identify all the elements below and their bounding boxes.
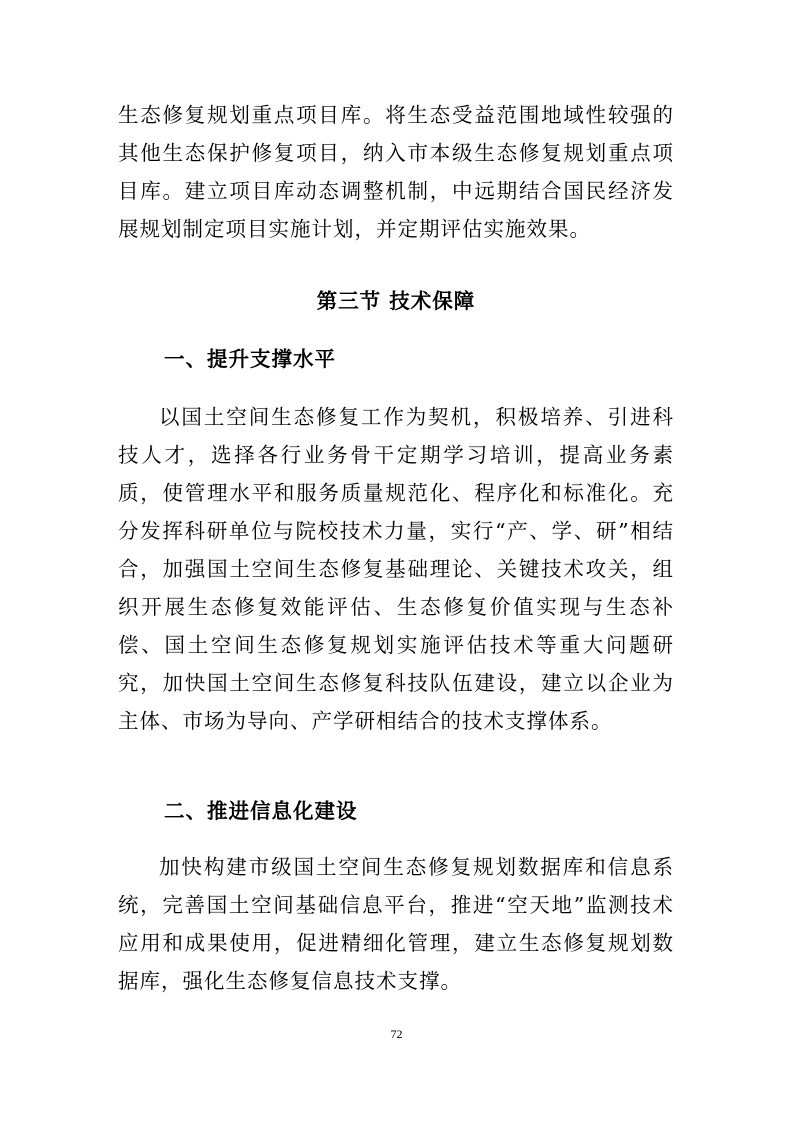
subheading-informatization: 二、推进信息化建设	[164, 799, 358, 823]
subheading-support-level: 一、提升支撑水平	[164, 347, 336, 371]
page-number: 72	[390, 1027, 403, 1041]
paragraph-project-library: 生态修复规划重点项目库。将生态受益范围地域性较强的其他生态保护修复项目，纳入市本级生态修复规划重点项目库。建立项目库动态调整机制，中远期结合国民经济发展规划制定项目实施计划，并定期评估实施效果。	[118, 103, 674, 241]
paragraph-support-level: 以国土空间生态修复工作为契机，积极培养、引进科技人才，选择各行业务骨干定期学习培训，提高业务素质，使管理水平和服务质量规范化、程序化和标准化。充分发挥科研单位与院校技术力量，实行“产、学、研”相结合，加强国土空间生态修复基础理论、关键技术攻关，组织开展生态修复效能评估、生态修复价值实现与生态补偿、国土空间生态修复规划实施评估技术等重大问题研究，加快国土空间生态修复科技队伍建设，建立以企业为主体、市场为导向、产学研相结合的技术支撑体系。	[118, 405, 674, 733]
section-title: 第三节 技术保障	[316, 289, 476, 313]
paragraph-informatization: 加快构建市级国土空间生态修复规划数据库和信息系统，完善国土空间基础信息平台，推进“空天地”监测技术应用和成果使用，促进精细化管理，建立生态修复规划数据库，强化生态修复信息技术支撑。	[118, 855, 674, 993]
